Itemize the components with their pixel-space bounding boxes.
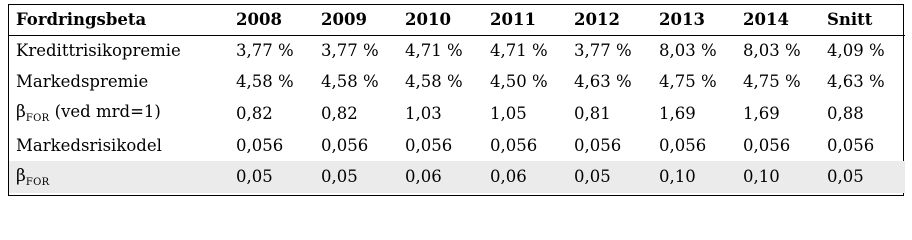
table-cell: 0,10: [654, 161, 738, 193]
table-cell: 3,77 %: [236, 41, 294, 61]
table-header-row: [9, 5, 905, 35]
table-cell: 1,69: [743, 103, 780, 123]
header-label: Fordringsbeta: [9, 5, 231, 35]
table-cell: 8,03 %: [743, 41, 801, 61]
table-cell: 0,05: [316, 161, 400, 193]
table-cell: 0,056: [321, 135, 369, 155]
header-year: 2011: [485, 5, 569, 35]
table-cell: 4,71 %: [405, 41, 463, 61]
table-cell: 4,63 %: [827, 72, 885, 92]
table-cell: 0,10: [738, 161, 822, 193]
fordringsbeta-table: [9, 5, 905, 193]
table-cell: 0,05: [231, 161, 316, 193]
table-cell: 0,82: [321, 103, 358, 123]
header-year: 2012: [569, 5, 654, 35]
table-cell: 1,05: [490, 103, 527, 123]
row-label: [9, 98, 231, 130]
header-year: 2009: [316, 5, 400, 35]
table-cell: 1,03: [405, 103, 442, 123]
table-cell: 4,58 %: [321, 72, 379, 92]
header-year: 2008: [231, 5, 316, 35]
beta-symbol: β: [16, 102, 26, 123]
table-cell: 0,056: [236, 135, 284, 155]
row-label: Markedspremie: [16, 72, 149, 92]
table-cell: 4,09 %: [827, 41, 885, 61]
fordringsbeta-table-frame: [8, 4, 904, 196]
table-cell: 8,03 %: [659, 41, 717, 61]
table-cell: 0,056: [490, 135, 538, 155]
header-year: 2014: [738, 5, 822, 35]
table-cell: 0,81: [574, 103, 611, 123]
beta-subscript: FOR: [25, 113, 50, 125]
table-row-kredittrisikopremie: [9, 35, 905, 67]
table-cell: 0,06: [400, 161, 485, 193]
table-cell: 0,05: [569, 161, 654, 193]
table-cell: 0,056: [743, 135, 791, 155]
table-cell: 4,75 %: [659, 72, 717, 92]
beta-symbol: β: [16, 165, 26, 186]
table-row-beta-for-mrd: [9, 98, 905, 130]
row-label: [9, 161, 231, 193]
table-cell: 1,69: [659, 103, 696, 123]
table-cell: 3,77 %: [321, 41, 379, 61]
table-cell: 4,75 %: [743, 72, 801, 92]
table-row-markedspremie: [9, 67, 905, 99]
table-cell: 0,06: [485, 161, 569, 193]
table-row-beta-for: [9, 161, 905, 193]
row-label: Kredittrisikopremie: [16, 41, 181, 61]
table-cell: 0,82: [236, 103, 273, 123]
table-cell: 4,58 %: [236, 72, 294, 92]
table-cell: 0,05: [822, 161, 905, 193]
table-cell: 0,056: [405, 135, 453, 155]
table-row-markedsrisikodel: [9, 130, 905, 162]
table-cell: 4,58 %: [405, 72, 463, 92]
table-cell: 4,50 %: [490, 72, 548, 92]
table-cell: 0,056: [827, 135, 875, 155]
header-average: Snitt: [822, 5, 905, 35]
table-cell: 0,056: [574, 135, 622, 155]
beta-subscript: FOR: [25, 176, 50, 188]
row-label: Markedsrisikodel: [16, 135, 162, 155]
table-cell: 0,88: [827, 103, 864, 123]
header-year: 2010: [400, 5, 485, 35]
table-cell: 3,77 %: [574, 41, 632, 61]
table-cell: 0,056: [659, 135, 707, 155]
header-year: 2013: [654, 5, 738, 35]
table-cell: 4,71 %: [490, 41, 548, 61]
table-cell: 4,63 %: [574, 72, 632, 92]
row-label-suffix: (ved mrd=1): [49, 102, 161, 122]
